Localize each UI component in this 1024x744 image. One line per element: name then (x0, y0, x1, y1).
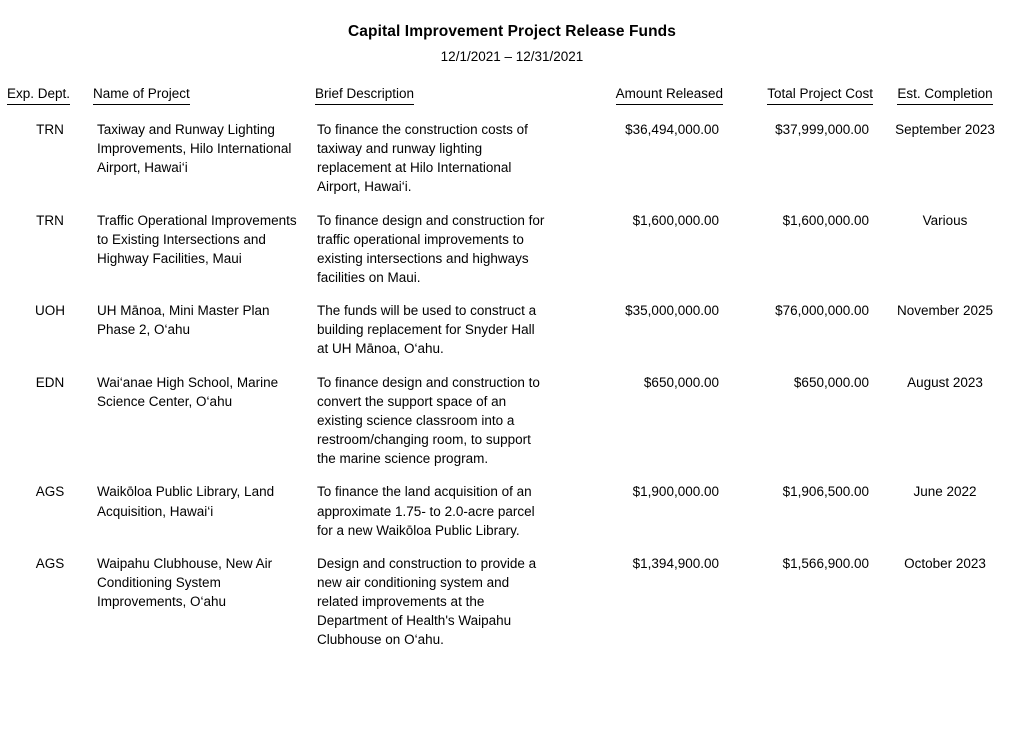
table-row (7, 108, 1017, 197)
page-title: Capital Improvement Project Release Funds (348, 23, 676, 40)
cell-description: To finance design and construction to convert the support space of an existing science classroom into a restroom/changing room, to support the marine science program. (317, 374, 540, 467)
cell-amount-released: $650,000.00 (643, 374, 719, 390)
column-header-description (315, 86, 563, 108)
cell-dept: AGS (35, 484, 65, 500)
cell-amount-released: $36,494,000.00 (625, 121, 719, 137)
cell-amount-released: $1,900,000.00 (632, 484, 719, 500)
column-header-amount (563, 86, 723, 108)
column-header-total-label: Total Project Cost (767, 86, 873, 105)
column-header-description-label: Brief Description (315, 86, 414, 105)
cell-est-completion: June 2022 (913, 484, 977, 500)
cell-project-name: Waikōloa Public Library, Land Acquisition, Hawai‘i (97, 484, 275, 519)
cell-total-cost: $1,566,900.00 (782, 555, 869, 571)
document-page (0, 23, 1024, 744)
cell-description: To finance design and construction for traffic operational improvements to existing intersections and highways facilities on Maui. (317, 212, 545, 285)
cell-project-name: Taxiway and Runway Lighting Improvements, Hilo International Airport, Hawai‘i (97, 121, 292, 176)
cell-project-name: UH Mānoa, Mini Master Plan Phase 2, O‘ahu (97, 303, 270, 338)
cell-description: To finance the land acquisition of an approximate 1.75- to 2.0-acre parcel for a new Waikōloa Public Library. (317, 484, 535, 538)
cell-est-completion: October 2023 (904, 555, 986, 571)
cell-est-completion: November 2025 (896, 303, 994, 319)
cell-project-name: Traffic Operational Improvements to Existing Intersections and Highway Facilities, Maui (97, 212, 297, 266)
cell-amount-released: $1,394,900.00 (632, 555, 719, 571)
cell-dept: TRN (36, 212, 64, 228)
cell-dept: EDN (35, 374, 65, 390)
column-header-name-label: Name of Project (93, 86, 190, 105)
cell-est-completion: August 2023 (907, 374, 983, 390)
table-row (7, 540, 1017, 650)
column-header-completion (873, 86, 1017, 108)
column-header-completion-label: Est. Completion (897, 86, 992, 105)
cell-project-name: Wai‘anae High School, Marine Science Center, O‘ahu (97, 374, 279, 409)
column-header-amount-label: Amount Released (616, 86, 723, 105)
cell-total-cost: $650,000.00 (793, 374, 869, 390)
cell-total-cost: $37,999,000.00 (775, 121, 869, 137)
column-header-total (723, 86, 873, 108)
column-header-dept (7, 86, 93, 108)
cell-total-cost: $1,906,500.00 (782, 484, 869, 500)
cell-project-name: Waipahu Clubhouse, New Air Conditioning System Improvements, O‘ahu (97, 555, 273, 610)
projects-table (7, 86, 1017, 650)
cell-amount-released: $1,600,000.00 (632, 212, 719, 228)
cell-total-cost: $1,600,000.00 (782, 212, 869, 228)
cell-description: Design and construction to provide a new air conditioning system and related improvements at the Department of Health's Waipahu Clubhouse on O‘ahu. (317, 555, 537, 648)
cell-est-completion: September 2023 (895, 121, 995, 137)
cell-description: To finance the construction costs of taxiway and runway lighting replacement at Hilo International Airport, Hawai‘i. (317, 121, 528, 195)
date-range-subtitle: 12/1/2021 – 12/31/2021 (440, 49, 584, 64)
column-header-dept-label: Exp. Dept. (7, 86, 70, 105)
cell-amount-released: $35,000,000.00 (625, 303, 719, 319)
cell-description: The funds will be used to construct a building replacement for Snyder Hall at UH Mānoa, O‘ahu. (317, 303, 537, 357)
table-header-row (7, 86, 1017, 108)
table-row (7, 359, 1017, 469)
table-row (7, 287, 1017, 358)
cell-dept: TRN (36, 121, 64, 137)
table-row (7, 468, 1017, 539)
cell-dept: AGS (35, 555, 65, 571)
column-header-name (93, 86, 315, 108)
cell-total-cost: $76,000,000.00 (775, 303, 869, 319)
table-row (7, 197, 1017, 288)
cell-dept: UOH (35, 303, 65, 319)
cell-est-completion: Various (922, 212, 968, 228)
table-header (7, 86, 1017, 108)
table-body (7, 108, 1017, 650)
